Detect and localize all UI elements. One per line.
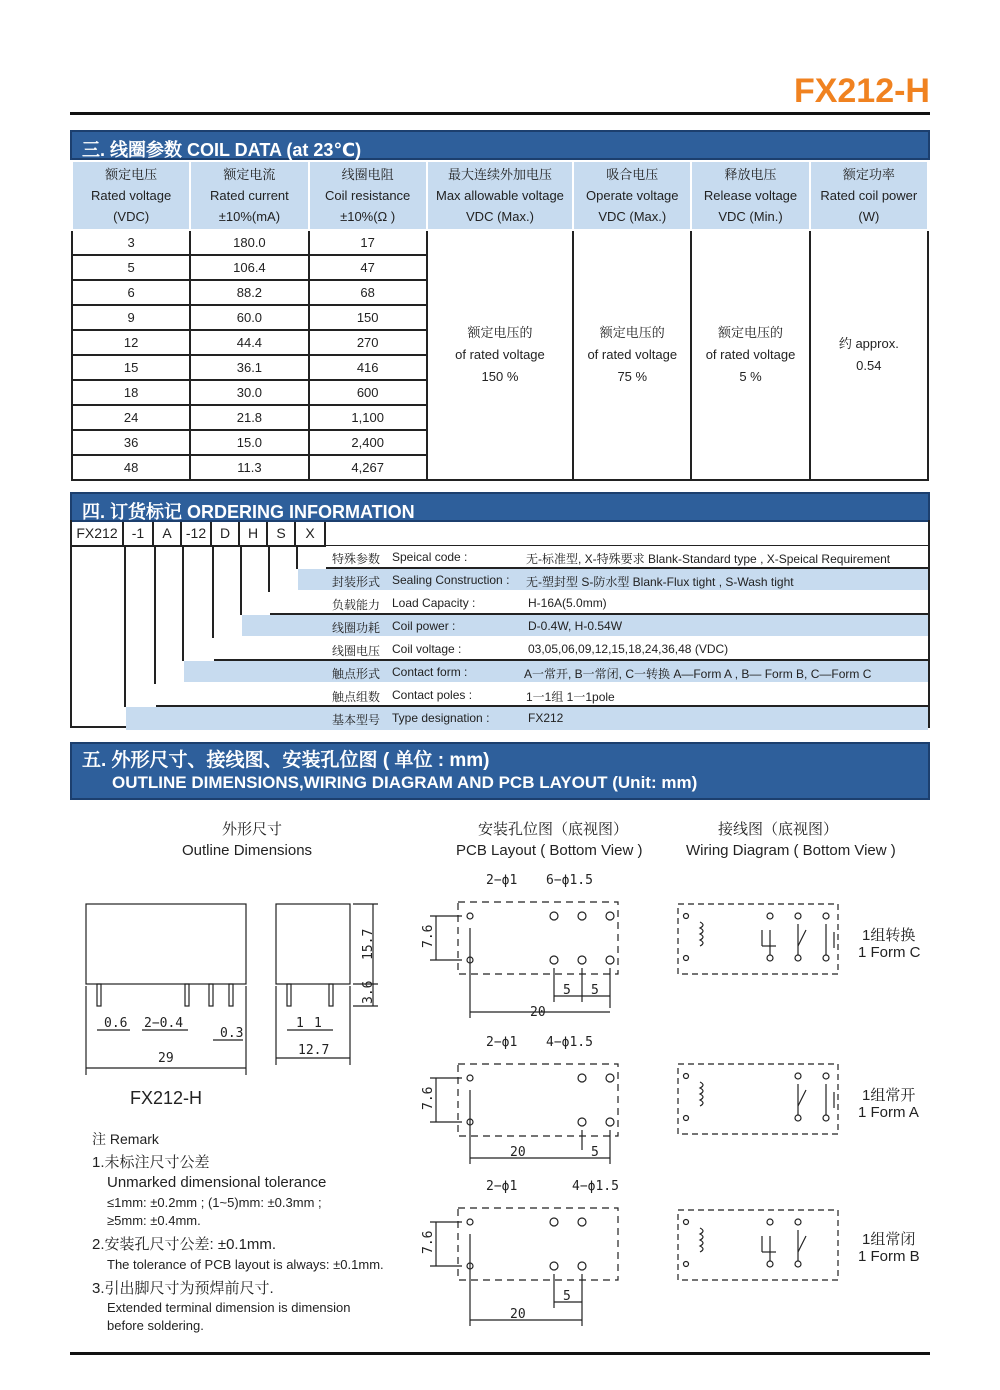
remark-title: 注 Remark [92,1131,159,1147]
col2-caption-en: PCB Layout ( Bottom View ) [456,842,643,859]
dim-pin-a: 1 [296,1016,304,1031]
cell-voltage: 3 [72,230,190,255]
wiring-diagram-form-c [676,900,842,978]
col2-caption-cn: 安装孔位图（底视图） [478,821,629,838]
pcb-hole-label: 2−ϕ1 [486,1179,518,1194]
cell-current: 44.4 [190,330,308,355]
bottom-divider [70,1352,930,1355]
dim-pin-width: 0.6 [104,1016,128,1031]
remark-3-en1: Extended terminal dimension is dimension [107,1300,351,1315]
remark-2-cn: 2.安装孔尺寸公差: ±0.1mm. [92,1236,277,1253]
cell-voltage: 36 [72,430,190,455]
dim-length: 29 [158,1051,174,1066]
pcb-hole-label: 4−ϕ1.5 [546,1035,593,1050]
cell-voltage: 5 [72,255,190,280]
code-base: FX212 [72,522,124,546]
cell-current: 88.2 [190,280,308,305]
relay-body-front [86,904,246,984]
coil-icon [700,922,703,946]
cell-voltage: 48 [72,455,190,480]
form-a-label-en: 1 Form A [858,1104,919,1121]
cell-current: 36.1 [190,355,308,380]
header-rated-voltage: 额定电压 Rated voltage (VDC) [72,161,190,230]
cell-current: 60.0 [190,305,308,330]
cell-release-voltage: 额定电压的 of rated voltage 5 % [691,230,809,480]
code-form: A [154,522,182,546]
form-b-label-en: 1 Form B [858,1248,920,1265]
cell-resistance: 4,267 [309,455,427,480]
relay-body-side [276,904,350,984]
outline-drawing [78,890,398,1080]
pin [229,984,233,1006]
pcb-pitch: 5 [591,983,599,998]
cell-resistance: 150 [309,305,427,330]
cell-resistance: 2,400 [309,430,427,455]
pcb-hole-label: 6−ϕ1.5 [546,873,593,888]
cell-resistance: 416 [309,355,427,380]
dim-pin-length: 3.6 [361,980,376,1004]
ordering-row-contact-poles: 触点组数 Contact poles : 1一1组 1一1pole [156,684,928,707]
code-poles: -1 [124,522,154,546]
header-coil-resistance: 线圈电阻 Coil resistance ±10%(Ω ) [309,161,427,230]
cell-resistance: 270 [309,330,427,355]
code-load: H [240,522,268,546]
header-operate-voltage: 吸合电压 Operate voltage VDC (Max.) [573,161,691,230]
tree-line [240,546,242,615]
col3-caption-en: Wiring Diagram ( Bottom View ) [686,842,896,859]
form-c-label-cn: 1组转换 [862,927,916,944]
pcb-pitch: 5 [563,1289,571,1304]
cell-voltage: 6 [72,280,190,305]
ordering-row-contact-form: 触点形式 Contact form : A一常开, B一常闭, C一转换 A—Form A , B— Form B, C—Form C [184,661,928,684]
code-special: X [296,522,326,546]
col1-caption-cn: 外形尺寸 [222,821,283,838]
cell-voltage: 24 [72,405,190,430]
col3-caption-cn: 接线图（底视图） [718,821,839,838]
wiring-diagram-form-a [676,1060,842,1138]
ordering-row-coil-voltage: 线圈电压 Coil voltage : 03,05,06,09,12,15,18,24,36,48 (VDC) [214,638,928,661]
pcb-pitch: 5 [563,983,571,998]
cell-resistance: 47 [309,255,427,280]
pin [287,984,291,1006]
ordering-section-title: 四. 订货标记 ORDERING INFORMATION [70,492,930,522]
pin [185,984,189,1006]
dim-width: 12.7 [298,1043,330,1058]
remark-1-cn: 1.未标注尺寸公差 [92,1154,210,1171]
pcb-pitch: 5 [591,1145,599,1160]
cell-voltage: 15 [72,355,190,380]
form-a-label-cn: 1组常开 [862,1087,916,1104]
table-row [72,230,928,255]
coil-table [71,160,929,481]
tree-line [182,546,184,661]
ordering-row-special: 特殊参数 Speical code : 无-标准型, X-特殊要求 Blank-Standard type , X-Speical Requirement [326,546,928,569]
pcb-width: 20 [510,1145,526,1160]
pin [209,984,213,1006]
pcb-hole-label: 2−ϕ1 [486,873,518,888]
dim-height: 15.7 [361,928,376,960]
cell-resistance: 1,100 [309,405,427,430]
cell-current: 21.8 [190,405,308,430]
ordering-row-sealing: 封装形式 Sealing Construction : 无-塑封型 S-防水型 Blank-Flux tight , S-Wash tight [298,569,928,592]
outline-title-cn: 五. 外形尺寸、接线图、安装孔位图 ( 单位 : mm) [82,750,490,771]
form-c-label-en: 1 Form C [858,944,921,961]
coil-icon [700,1228,703,1252]
cell-voltage: 12 [72,330,190,355]
col1-caption-en: Outline Dimensions [182,842,313,859]
cell-coil-power: 约 approx. 0.54 [810,230,928,480]
cell-current: 15.0 [190,430,308,455]
outline-model-label: FX212-H [130,1088,203,1108]
tree-line [212,546,214,638]
ordering-row-type: 基本型号 Type designation : FX212 [126,707,928,730]
pin [329,984,333,1006]
model-title: FX212-H [793,72,930,110]
dim-pin-b: 1 [314,1016,322,1031]
cell-resistance: 68 [309,280,427,305]
code-power: D [212,522,240,546]
cell-voltage: 18 [72,380,190,405]
remark-3-en2: before soldering. [107,1318,204,1333]
coil-header-row [72,161,928,230]
pcb-layout-form-a [410,1030,650,1180]
cell-resistance: 17 [309,230,427,255]
ordering-row-coil-power: 线圈功耗 Coil power : D-0.4W, H-0.54W [242,615,928,638]
header-coil-power: 额定功率 Rated coil power (W) [810,161,928,230]
cell-voltage: 9 [72,305,190,330]
pcb-hole-label: 4−ϕ1.5 [572,1179,619,1194]
dim-pin-thickness: 0.3 [220,1026,244,1041]
pcb-height: 7.6 [421,1086,436,1110]
header-max-voltage: 最大连续外加电压 Max allowable voltage VDC (Max.) [427,161,573,230]
pin [97,984,101,1006]
tree-line [124,546,126,707]
dim-pin-count: 2−0.4 [144,1016,184,1031]
outline-section-title [70,742,930,800]
cell-current: 11.3 [190,455,308,480]
cell-operate-voltage: 额定电压的 of rated voltage 75 % [573,230,691,480]
coil-table-wrap [71,160,929,481]
outline-title-en: OUTLINE DIMENSIONS,WIRING DIAGRAM AND PCB LAYOUT (Unit: mm) [112,773,698,792]
cell-current: 180.0 [190,230,308,255]
header-rated-current: 额定电流 Rated current ±10%(mA) [190,161,308,230]
remark-1-a: ≤1mm: ±0.2mm ; (1~5)mm: ±0.3mm ; [107,1195,322,1210]
coil-icon [700,1082,703,1106]
tree-line [154,546,156,684]
remark-1-en: Unmarked dimensional tolerance [107,1174,327,1191]
wiring-diagram-form-b [676,1206,842,1284]
pcb-height: 7.6 [421,1230,436,1254]
coil-section-title: 三. 线圈参数 COIL DATA (at 23℃) [70,130,930,160]
pcb-width: 20 [530,1005,546,1018]
cell-current: 106.4 [190,255,308,280]
tree-line [296,546,298,569]
top-divider [70,112,930,115]
pcb-layout-form-c [410,868,650,1018]
code-voltage: -12 [182,522,212,546]
code-sealing: S [268,522,296,546]
form-b-label-cn: 1组常闭 [862,1231,916,1248]
remark-1-b: ≥5mm: ±0.4mm. [107,1213,201,1228]
remark-3-cn: 3.引出脚尺寸为预焊前尺寸. [92,1280,274,1297]
cell-current: 30.0 [190,380,308,405]
pcb-width: 20 [510,1307,526,1322]
pcb-hole-label: 2−ϕ1 [486,1035,518,1050]
tree-line [268,546,270,592]
pcb-height: 7.6 [421,924,436,948]
ordering-row-load: 负载能力 Load Capacity : H-16A(5.0mm) [270,592,928,615]
remark-2-en: The tolerance of PCB layout is always: ±0.1mm. [107,1257,384,1272]
cell-max-voltage: 额定电压的 of rated voltage 150 % [427,230,573,480]
header-release-voltage: 释放电压 Release voltage VDC (Min.) [691,161,809,230]
cell-resistance: 600 [309,380,427,405]
pcb-layout-form-b [410,1174,650,1334]
